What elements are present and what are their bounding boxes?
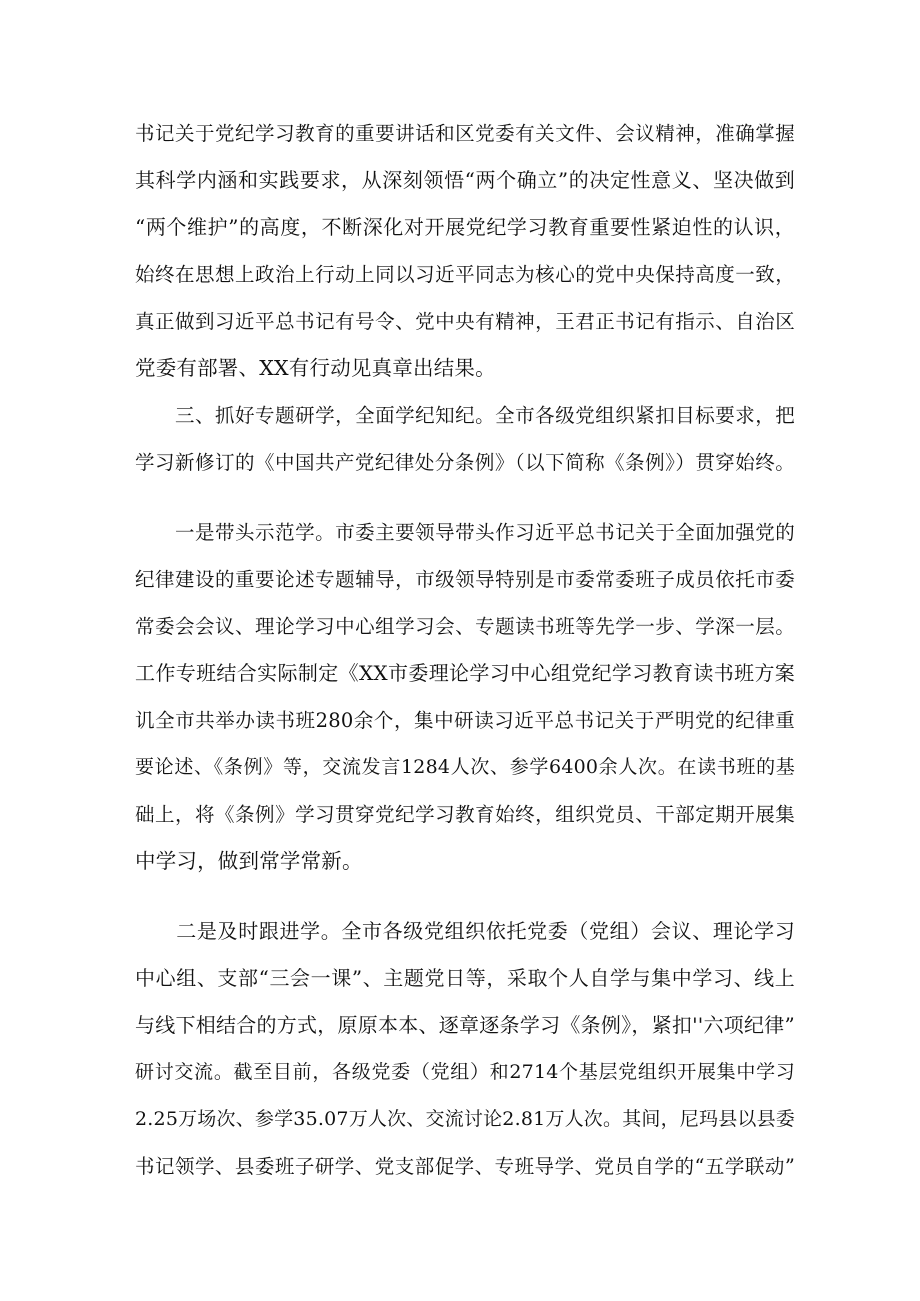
text-line: 讥全市共举办读书班280余个，集中研读习近平总书记关于严明党的纪律重	[135, 709, 795, 732]
text-line: 常委会会议、理论学习中心组学习会、专题读书班等先学一步、学深一层。	[135, 615, 795, 638]
text-line: 中心组、支部“三会一课”、主题党日等，采取个人自学与集中学习、线上	[135, 966, 795, 990]
text-line: 书记领学、县委班子研学、党支部促学、专班导学、党员自学的“五学联动”	[135, 1155, 795, 1178]
text-line: 其科学内涵和实践要求，从深刻领悟“两个确立”的决定性意义、坚决做到	[135, 168, 795, 192]
text-line: 中学习，做到常学常新。	[135, 849, 363, 873]
text-line: 础上，将《条例》学习贯穿党纪学习教育始终，组织党员、干部定期开展集	[135, 803, 795, 826]
text-line: 三、抓好专题研学，全面学纪知纪。全市各级党组织紧扣目标要求，把	[135, 404, 795, 427]
text-line: 2.25万场次、参学35.07万人次、交流讨论2.81万人次。其间，尼玛县以县委	[135, 1108, 796, 1130]
paragraph-section-three	[135, 392, 795, 486]
text-line: 真正做到习近平总书记有号令、党中央有精神，王君正书记有指示、自治区	[135, 310, 795, 333]
text-line: 始终在思想上政治上行动上同以习近平同志为核心的党中央保持高度一致，	[135, 263, 795, 286]
paragraph-lead-by-example	[135, 509, 795, 885]
paragraph-continuation	[135, 110, 795, 392]
paragraph-timely-follow-up	[135, 908, 795, 1190]
text-line: “两个维护”的高度，不断深化对开展党纪学习教育重要性紧迫性的认识，	[135, 215, 795, 239]
text-line: 二是及时跟进学。全市各级党组织依托党委（党组）会议、理论学习	[135, 919, 795, 943]
text-line: 纪律建设的重要论述专题辅导，市级领导特别是市委常委班子成员依托市委	[135, 568, 795, 591]
text-line: 书记关于党纪学习教育的重要讲话和区党委有关文件、会议精神，准确掌握	[135, 122, 795, 145]
text-line: 党委有部署、XX有行动见真章出结果。	[135, 356, 496, 380]
text-line: 工作专班结合实际制定《XX市委理论学习中心组党纪学习教育读书班方案	[135, 661, 795, 685]
text-line: 一是带头示范学。市委主要领导带头作习近平总书记关于全面加强党的	[135, 521, 795, 544]
text-line: 与线下相结合的方式，原原本本、逐章逐条学习《条例》，紧扣''六项纪律”	[135, 1013, 795, 1037]
text-line: 学习新修订的《中国共产党纪律处分条例》（以下简称《条例》）贯穿始终。	[135, 451, 795, 474]
text-line: 研讨交流。截至目前，各级党委（党组）和2714个基层党组织开展集中学习	[135, 1061, 795, 1083]
text-line: 要论述、《条例》等，交流发言1284人次、参学6400余人次。在读书班的基	[135, 756, 795, 778]
